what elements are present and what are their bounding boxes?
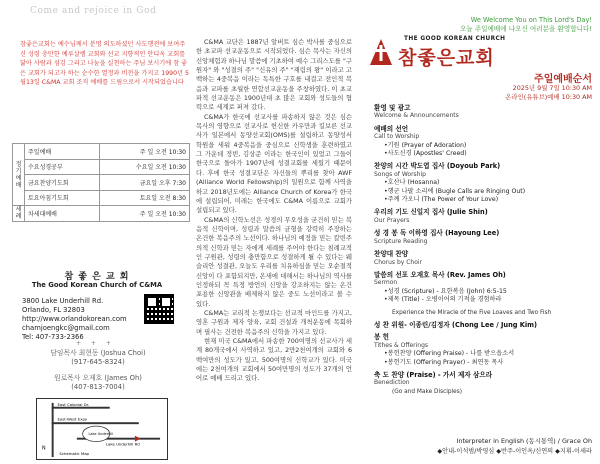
schedule-time: 주 일 오전 10:30 — [100, 206, 190, 222]
schedule-table — [12, 143, 190, 222]
service-date: 2025년 9월 7일 10:30 AM — [512, 84, 592, 92]
church-name-korean: 참 좋 은 교 회 — [64, 272, 130, 282]
order-item: •호산나 (Hosanna) — [384, 179, 440, 187]
order-subheading: Sermon — [374, 279, 398, 287]
order-subheading: Scripture Reading — [374, 237, 428, 245]
table-row — [13, 206, 190, 222]
schedule-time: 토요일 오전 8:30 — [100, 190, 190, 206]
map-road — [52, 422, 139, 424]
logo-korean: 참좋은교회 — [398, 47, 495, 69]
map-road — [52, 403, 54, 457]
order-of-worship — [374, 104, 594, 400]
order-heading: 찬양의 시간 박도엽 집사 (Doyoub Park) — [374, 162, 501, 171]
order-section — [374, 250, 594, 267]
schedule-group-label: 세례 — [13, 206, 25, 222]
service-times — [505, 84, 592, 101]
order-item: •사도신경 (Apostles' Creed) — [384, 150, 467, 158]
order-section — [374, 104, 594, 121]
online-service: 온라인(유튜브)예배 10:30 AM — [505, 92, 592, 101]
order-section — [374, 271, 594, 305]
welcome-english: We Welcome You on This Lord's Day! — [470, 16, 592, 24]
associate-pastor-name: 원로목사 오재호 (James Oh) — [54, 374, 142, 382]
order-heading: 말씀의 선포 오재호 목사 (Rev. James Oh) — [374, 270, 506, 279]
phone-number: Tel: 407-733-2366 — [22, 333, 84, 341]
website-link[interactable]: http://www.orlandokorean.com — [22, 315, 127, 323]
table-row — [13, 175, 190, 191]
order-item: •행군 나팔 소리에 (Bugle Calls are Ringing Out) — [384, 187, 526, 195]
order-heading: 찬양대 찬양 — [374, 250, 409, 259]
schedule-time: 주 일 오전 10:30 — [100, 144, 190, 160]
order-heading: 성 찬 위원- 이종린/김정자 (Chong Lee / Jung Kim) — [374, 320, 538, 329]
order-subheading: Chorus by Choir — [374, 258, 423, 266]
order-item: •봉헌기도 (Offering Prayer) - 최연동 목사 — [384, 358, 504, 366]
schedule-group-label: 정기예배 — [13, 144, 25, 206]
logo-english: THE GOOD KOREAN CHURCH — [404, 36, 506, 42]
schedule-time: 금요일 오후 7:30 — [100, 175, 190, 191]
order-item: •기원 (Prayer of Adoration) — [384, 141, 467, 149]
map-road-label: East-West Expy — [57, 416, 88, 422]
order-item: •성경 (Scripture) - 요한복음 (John) 6:5-15 — [384, 287, 507, 295]
order-item: •제목 (Title) - 오병이어의 기적을 경험하라 — [384, 296, 502, 304]
church-intro: 참좋은교회는 예수님께서 분명 의도하셨던 사도행전에 보여주신 성령 충만한 예루살렘 교회와 선교 지향적인 안디옥 교회를 닮아 사람과 섬김 그리고 나눔을 실천하는 주님 보시기에 참 좋은 교회가 되고자 하는 순수한 열정과 비전을 가지고 1990년 5월13일 C&MA 교회 조직 예배를 드림으로서 시작되었습니다 — [20, 41, 189, 87]
history-paragraph: C&MA의 신학노선은 성경의 무오성을 굳건히 믿는 복음적 신학이며, 성령과 말씀의 균형을 강력히 주장하는 온건한 복음주의 노선이다. 하나님의 예정을 믿는 칼빈주의적 신학과 믿는 자에게 세례를 주어야 한다는 침례교적인 구원관, 성령의 충만함으로 성결하게 될 수 있다는 웨슬리안 성결관, 오늘도 우리를 치유하심을 믿는 오순절적 신앙이 다 포함되지만, 온새에 대해서는 하나님의 역사를 인정하되 꼭 특정 방언의 신앙을 강조하지는 않는 온건 포용한 신앙관을 배제하지 않은 중도 노선이라고 볼 수 있다. — [196, 216, 352, 308]
order-subheading: Songs of Worship — [374, 170, 426, 178]
interpreter-info: Interpreter in English (동시통역) / Grace Oh — [456, 437, 592, 445]
location-map[interactable] — [36, 398, 168, 460]
order-section — [374, 333, 594, 367]
order-section — [374, 321, 594, 329]
qr-code-icon[interactable] — [144, 294, 174, 324]
senior-pastor-name: 담임목사 최현동 (Joshua Choi) — [50, 349, 146, 357]
ushers-info: ◆안내-이석범/박영심 ◆반주-이인옥/신연의 ◆지휘-이세라 — [437, 448, 592, 455]
order-subheading: Call to Worship — [374, 133, 420, 141]
map-lake-label: Lake Underhill — [88, 431, 114, 436]
divider-plus-icon: + + + — [76, 340, 115, 347]
church-logo-icon — [368, 37, 394, 67]
order-section — [374, 125, 594, 159]
map-road-label: East Colonial Dr. — [57, 401, 90, 407]
schedule-name: 토요아침기도회 — [25, 190, 100, 206]
history-paragraph: 현재 미국 C&MA에서 파송한 700여명의 선교사가 세계 80개국에서 사역하고 있고, 2만2천여개의 교회와 6백여만의 성도가 있고, 500여명의 신학교가 있다. 미국에는 2천여개의 교회에서 50여만명의 성도가 37개의 언어로 예배 드리고 있다. — [196, 338, 352, 383]
order-section — [374, 309, 594, 317]
order-item: •봉헌찬양 (Offering Praise) - 나를 받으옵소서 — [384, 350, 515, 358]
order-section — [374, 162, 594, 204]
welcome-message — [460, 16, 592, 33]
church-name-english: The Good Korean Church of C&MA — [31, 281, 163, 289]
schedule-name: 주일예배 — [25, 144, 100, 160]
order-subheading: Welcome & Announcements — [374, 112, 459, 120]
schedule-name: 수요성경공부 — [25, 159, 100, 175]
email-link[interactable]: chamjoengkc@gmail.com — [22, 324, 110, 332]
history-paragraph: C&MA 교단은 1887년 알버트 심슨 박사를 중심으로 한 초교파 선교운동으로 시작되었다. 심슨 목사는 자신의 신앙체험과 하나님 말씀에 기초하여 예수 그리스도를 "구원자" 와 "성결의 주" "신유의 주" "재림의 왕" 이라고 고백하는 4중복음 이라는 독특한 구호를 내걸고 전인적 복음과 교파를 초월한 연합선교운동을 주창하였다. 이 초교파적 선교운동은 1900년대 초 많은 교회와 성도들의 협력으로 세계로 퍼져 갔다. — [196, 39, 352, 112]
order-heading: 우리의 기도 신일지 집사 (Julie Shin) — [374, 208, 488, 217]
top-motto: Come and rejoice in God — [30, 6, 157, 16]
left-column — [8, 4, 189, 460]
order-subheading: Tithes & Offerings — [374, 341, 429, 349]
table-row — [13, 144, 190, 160]
table-row — [13, 159, 190, 175]
order-subheading: Benediction — [374, 379, 410, 387]
address-line: Orlando, FL 32803 — [22, 306, 85, 314]
order-subheading: Our Prayers — [374, 216, 410, 224]
schedule-name: 차세대예배 — [25, 206, 100, 222]
order-heading: 성 경 봉 독 이하영 집사 (Hayoung Lee) — [374, 229, 500, 238]
history-text — [196, 38, 352, 384]
church-contact — [22, 297, 127, 342]
senior-pastor-phone: (917-645-8324) — [71, 358, 125, 366]
order-section — [374, 371, 594, 396]
order-heading: 환영 및 광고 — [374, 104, 411, 112]
welcome-korean: 오늘 주일예배에 나오신 여러분을 환영합니다! — [459, 24, 592, 33]
order-section — [374, 208, 594, 225]
senior-pastor — [38, 349, 158, 367]
map-caption: Schematic Map — [59, 451, 90, 457]
history-paragraph: C&MA는 교리적 논쟁보다는 선교적 마인드를 가지고, 영혼 구원과 제자 양육, 교회 건설과 개척운동에 목회하며 필사는 건전한 복음주의 신학을 가지고 있다. — [196, 309, 352, 336]
order-note: Experience the Miracle of the Five Loaves and Two Fish — [392, 309, 552, 316]
associate-pastor — [38, 374, 158, 392]
order-of-worship-title: 주일예배순서 — [534, 74, 592, 85]
order-heading: 축 도 찬양 (Praise) - 가서 제자 삼으라 — [374, 370, 493, 379]
order-heading: 예배의 선언 — [374, 124, 409, 133]
address-line: 3800 Lake Underhill Rd. — [22, 297, 104, 305]
associate-pastor-phone: (407-813-7004) — [71, 383, 125, 391]
map-road-label: Lake Underhill Rd — [105, 441, 140, 447]
order-item: •주께 가오니 (The Power of Your Love) — [384, 196, 499, 204]
order-note: (Go and Make Disciples) — [392, 388, 463, 395]
order-heading: 봉 헌 — [374, 333, 390, 342]
history-paragraph: C&MA가 한국에 선교사를 파송하지 않은 것은 심슨 목사의 영향으로 선교사로 헌신한 카우만과 킬보른 선교사가 일본에서 동양선교회(OMS)를 설립하고 동양성서학원을 세워 4중복음을 중심으로 신학생을 훈련하였고 그 가운데 정빈, 김상준 이라는 한국인이 있었고 그들이 한국으로 돌아가 1907년에 성결교회를 세웠기 때문이다. 후에 한국 성결교단은 자신들의 뿌리를 찾아 AWF (Alliance World Fellowship)의 일원으로 함께 사역을 하고 2018년도에는 Alliance Church of Korea가 한국에 설립되어, 미래는 한국에도 C&MA 이름으로 교회가 설립되고 있다. — [196, 113, 352, 215]
schedule-name: 금요찬양기도회 — [25, 175, 100, 191]
map-road — [52, 407, 110, 409]
schedule-time: 수요일 오전 10:30 — [100, 159, 190, 175]
order-section — [374, 229, 594, 246]
table-row — [13, 190, 190, 206]
map-north-label: N — [42, 446, 46, 452]
